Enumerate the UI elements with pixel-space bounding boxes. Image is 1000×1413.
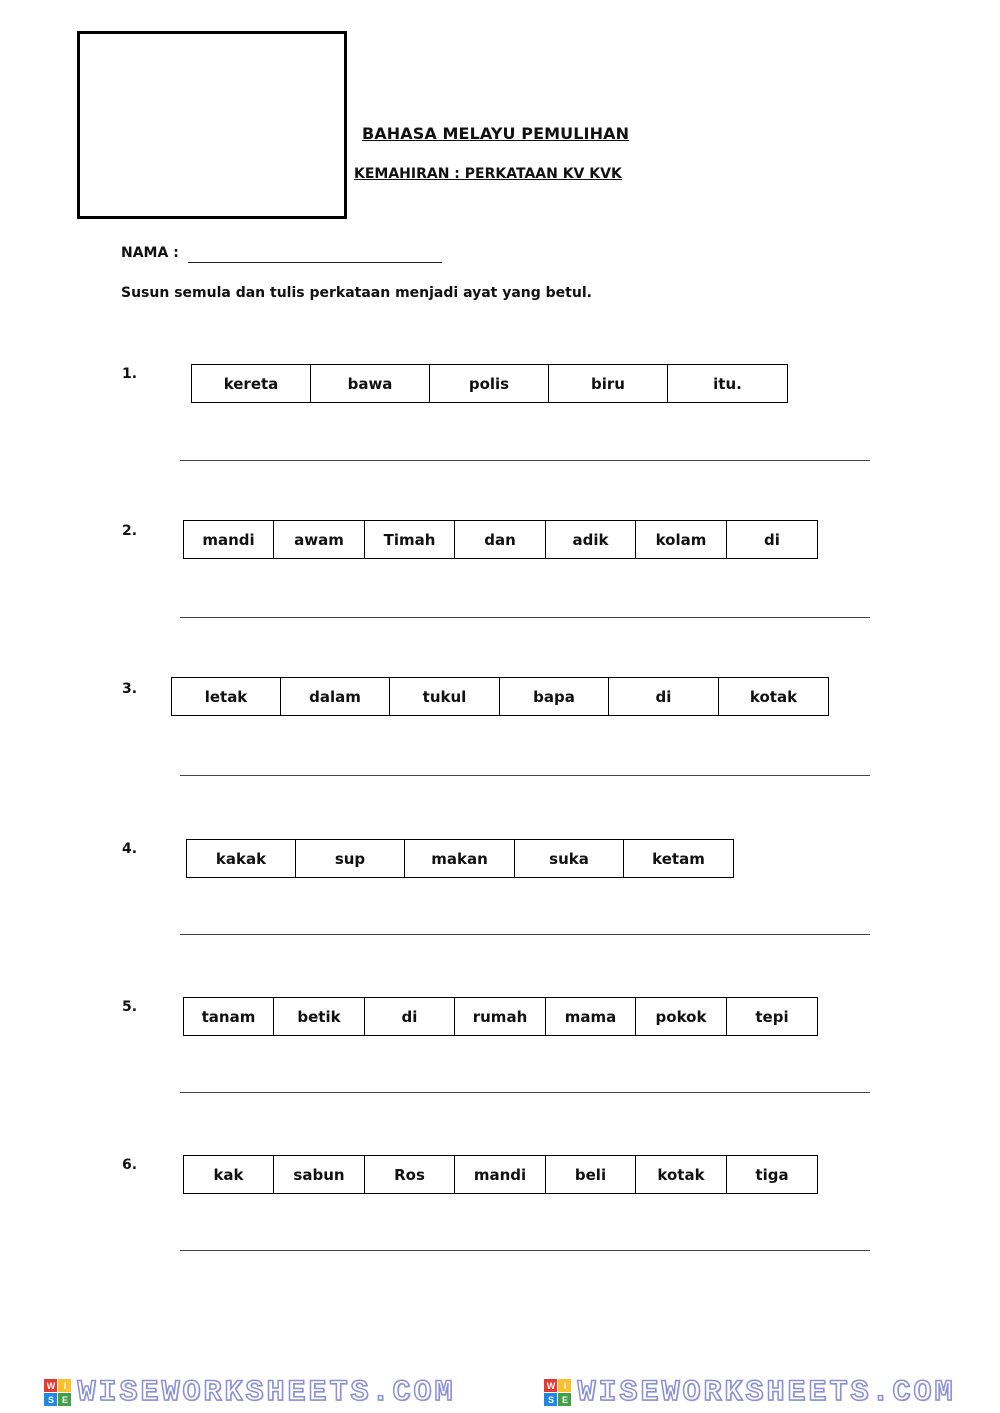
word-box[interactable]: beli xyxy=(546,1156,636,1193)
word-box[interactable]: kolam xyxy=(636,521,727,558)
word-row-4 xyxy=(186,839,734,878)
logo-letter: E xyxy=(58,1393,71,1406)
answer-line-5[interactable] xyxy=(180,1092,870,1093)
word-box[interactable]: tepi xyxy=(755,1007,789,1026)
word-box[interactable]: di xyxy=(764,530,780,549)
word-box[interactable]: kereta xyxy=(192,365,311,402)
wiseworksheets-logo-icon xyxy=(44,1379,71,1406)
word-box[interactable]: rumah xyxy=(455,998,546,1035)
logo-letter: S xyxy=(44,1393,57,1406)
word-box[interactable]: bawa xyxy=(311,365,430,402)
word-box[interactable]: dan xyxy=(455,521,546,558)
logo-letter: W xyxy=(44,1379,57,1392)
word-box[interactable]: makan xyxy=(405,840,515,877)
word-box[interactable]: tiga xyxy=(755,1165,789,1184)
question-number-3: 3. xyxy=(122,681,138,697)
watermark-text: WISEWORKSHEETS.COM xyxy=(77,1375,456,1410)
word-box[interactable]: tukul xyxy=(390,678,500,715)
word-row-6 xyxy=(183,1155,818,1194)
word-row-3 xyxy=(171,677,829,716)
word-row-5 xyxy=(183,997,818,1036)
answer-line-3[interactable] xyxy=(180,775,870,776)
logo-letter: S xyxy=(544,1393,557,1406)
word-box[interactable]: itu. xyxy=(713,374,742,393)
word-box[interactable]: letak xyxy=(172,678,281,715)
question-number-4: 4. xyxy=(122,841,138,857)
word-box[interactable]: bapa xyxy=(500,678,609,715)
word-box[interactable]: Timah xyxy=(365,521,455,558)
word-box[interactable]: adik xyxy=(546,521,636,558)
word-box[interactable]: pokok xyxy=(636,998,727,1035)
word-box[interactable]: mandi xyxy=(455,1156,546,1193)
watermark xyxy=(44,1376,455,1410)
name-input-line[interactable] xyxy=(188,262,442,263)
logo-letter: I xyxy=(558,1379,571,1392)
word-row-1 xyxy=(191,364,788,403)
wiseworksheets-logo-icon xyxy=(544,1379,571,1406)
word-box[interactable]: Ros xyxy=(365,1156,455,1193)
logo-letter: I xyxy=(58,1379,71,1392)
word-box[interactable]: suka xyxy=(515,840,624,877)
word-box[interactable]: ketam xyxy=(652,849,705,868)
word-box[interactable]: sup xyxy=(296,840,405,877)
watermark xyxy=(544,1376,955,1410)
word-box[interactable]: sabun xyxy=(274,1156,365,1193)
word-row-2 xyxy=(183,520,818,559)
answer-line-6[interactable] xyxy=(180,1250,870,1251)
answer-line-4[interactable] xyxy=(180,934,870,935)
word-box[interactable]: betik xyxy=(274,998,365,1035)
answer-line-2[interactable] xyxy=(180,617,870,618)
word-box[interactable]: kotak xyxy=(636,1156,727,1193)
logo-letter: E xyxy=(558,1393,571,1406)
watermark-footer xyxy=(0,1372,1000,1413)
question-number-1: 1. xyxy=(122,366,138,382)
word-box[interactable]: di xyxy=(609,678,719,715)
photo-box xyxy=(77,31,347,219)
word-box[interactable]: kotak xyxy=(749,687,798,706)
question-number-5: 5. xyxy=(122,999,138,1015)
word-box[interactable]: dalam xyxy=(281,678,390,715)
word-box[interactable]: kak xyxy=(184,1156,274,1193)
page-subtitle: KEMAHIRAN : PERKATAAN KV KVK xyxy=(354,166,622,182)
word-box[interactable]: di xyxy=(365,998,455,1035)
word-box[interactable]: awam xyxy=(274,521,365,558)
word-box[interactable]: biru xyxy=(549,365,668,402)
word-box[interactable]: tanam xyxy=(184,998,274,1035)
word-box[interactable]: mandi xyxy=(184,521,274,558)
question-number-6: 6. xyxy=(122,1157,138,1173)
page-title: BAHASA MELAYU PEMULIHAN xyxy=(362,124,630,143)
word-box[interactable]: kakak xyxy=(187,840,296,877)
word-box[interactable]: mama xyxy=(546,998,636,1035)
logo-letter: W xyxy=(544,1379,557,1392)
answer-line-1[interactable] xyxy=(180,460,870,461)
word-box[interactable]: polis xyxy=(430,365,549,402)
question-number-2: 2. xyxy=(122,523,138,539)
name-label: NAMA : xyxy=(121,245,179,261)
watermark-text: WISEWORKSHEETS.COM xyxy=(577,1375,956,1410)
instruction-text: Susun semula dan tulis perkataan menjadi ayat yang betul. xyxy=(121,285,592,301)
